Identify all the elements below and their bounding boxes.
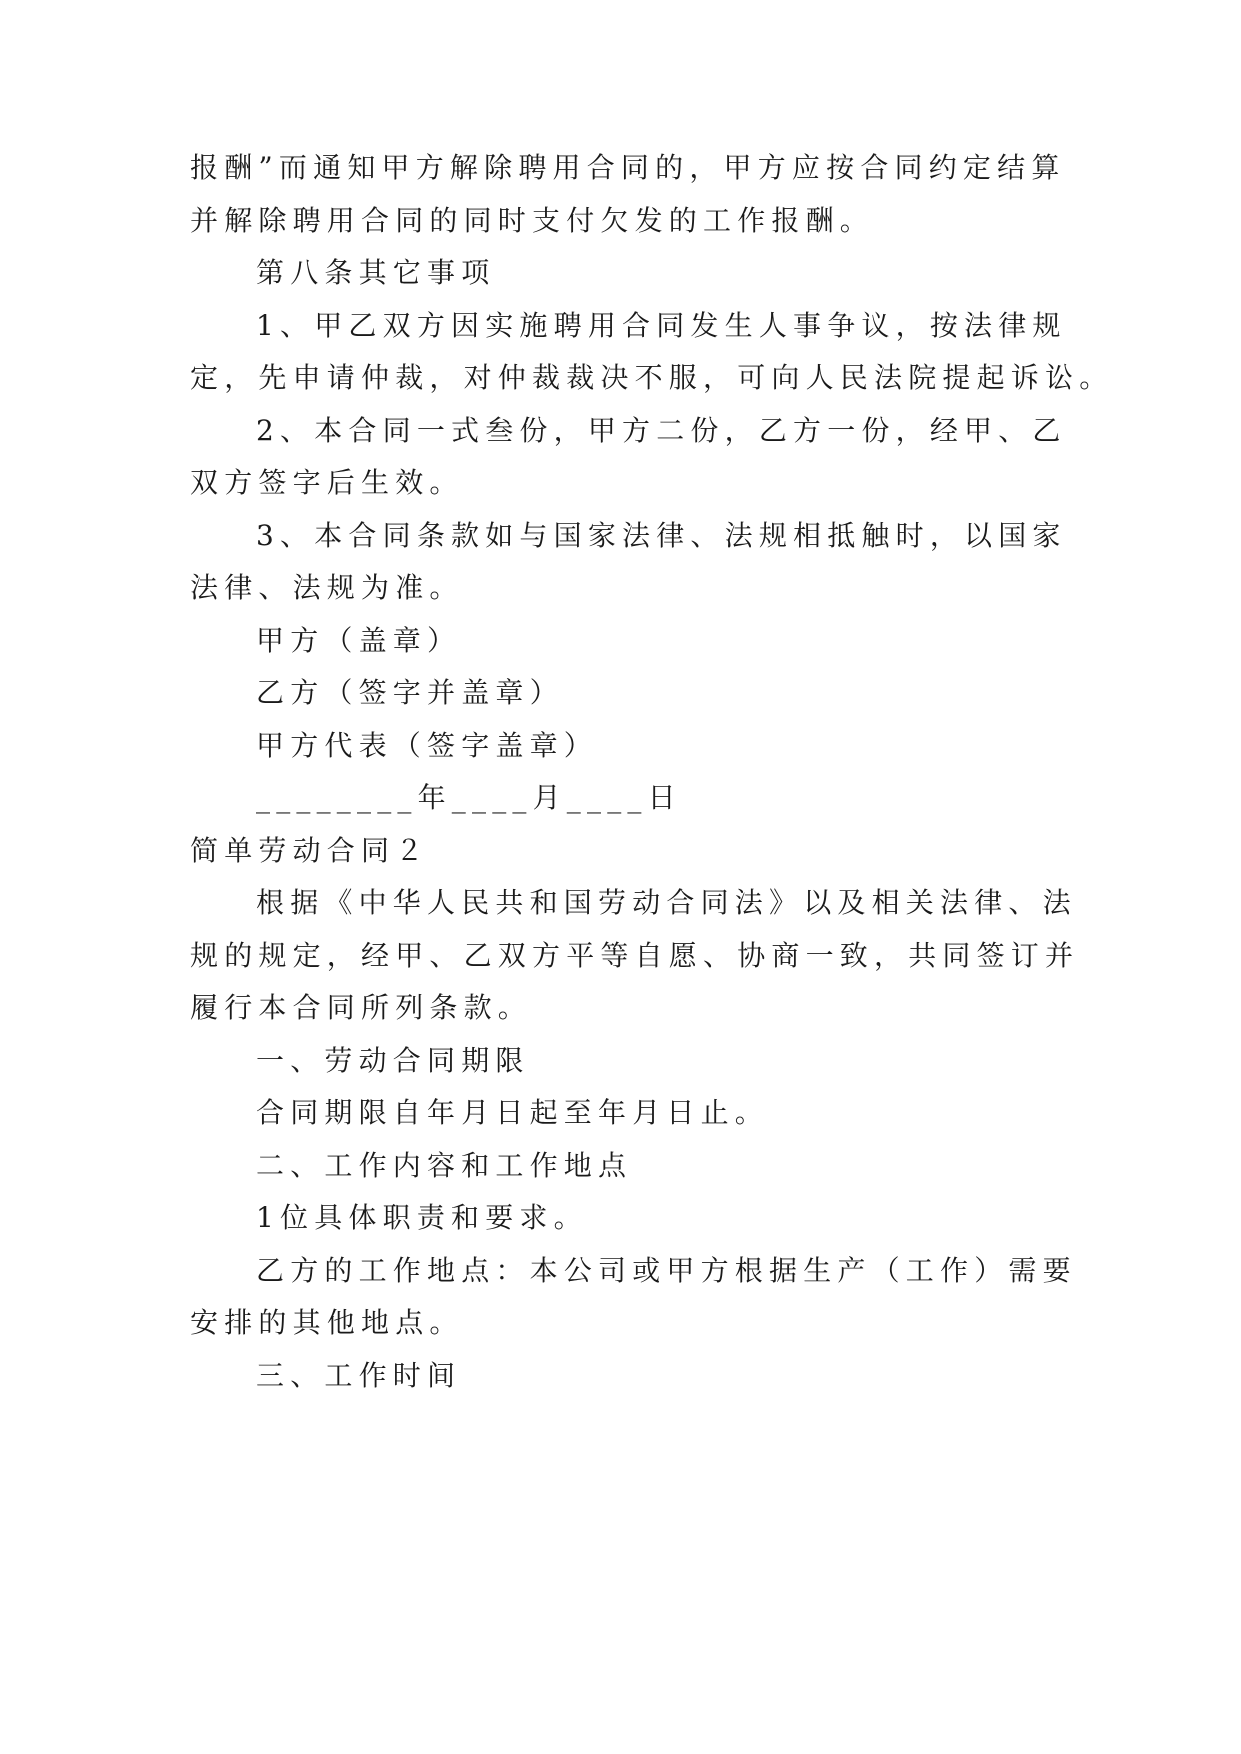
paragraph-line: 合同期限自年月日起至年月日止。 (256, 1096, 770, 1129)
paragraph-line: 定，先申请仲裁，对仲裁裁决不服，可向人民法院提起诉讼。 (190, 361, 1114, 394)
paragraph-line: 报酬”而通知甲方解除聘用合同的，甲方应按合同约定结算 (190, 151, 1066, 184)
paragraph-line: 1、甲乙双方因实施聘用合同发生人事争议，按法律规 (256, 309, 1067, 342)
section-heading: 二、工作内容和工作地点 (256, 1149, 633, 1182)
signature-representative: 甲方代表（签字盖章） (256, 729, 599, 762)
section-heading: 三、工作时间 (256, 1359, 462, 1392)
paragraph-line: 1位具体职责和要求。 (256, 1201, 588, 1234)
paragraph-line: 履行本合同所列条款。 (190, 991, 533, 1024)
paragraph-line: 并解除聘用合同的同时支付欠发的工作报酬。 (190, 204, 875, 237)
signature-party-a: 甲方（盖章） (256, 624, 462, 657)
date-line: ________年____月____日 (256, 781, 682, 814)
section-heading: 第八条其它事项 (256, 256, 496, 289)
paragraph-line: 法律、法规为准。 (190, 571, 464, 604)
paragraph-line: 双方签字后生效。 (190, 466, 464, 499)
paragraph-line: 根据《中华人民共和国劳动合同法》以及相关法律、法 (256, 886, 1077, 919)
document-title: 简单劳动合同２ (190, 834, 430, 867)
paragraph-line: 乙方的工作地点：本公司或甲方根据生产（工作）需要 (256, 1254, 1077, 1287)
paragraph-line: 安排的其他地点。 (190, 1306, 464, 1339)
section-heading: 一、劳动合同期限 (256, 1044, 530, 1077)
paragraph-line: 规的规定，经甲、乙双方平等自愿、协商一致，共同签订并 (190, 939, 1080, 972)
paragraph-line: 3、本合同条款如与国家法律、法规相抵触时，以国家 (256, 519, 1067, 552)
signature-party-b: 乙方（签字并盖章） (256, 676, 564, 709)
paragraph-line: 2、本合同一式叁份，甲方二份，乙方一份，经甲、乙 (256, 414, 1067, 447)
